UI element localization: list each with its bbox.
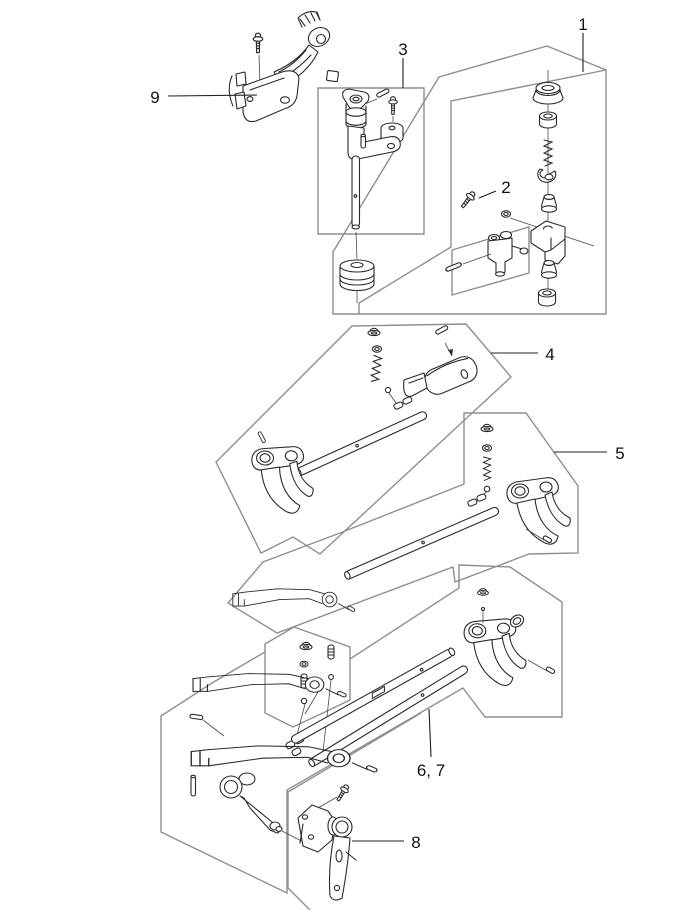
group-4-fork-rod bbox=[248, 325, 480, 514]
pin-icon bbox=[191, 775, 196, 796]
cap-nut-icon bbox=[300, 642, 312, 649]
shift-bracket-lever bbox=[191, 746, 378, 773]
detent-ball-icon bbox=[329, 675, 334, 680]
fence-group-3 bbox=[318, 88, 424, 234]
spring-icon bbox=[483, 457, 490, 480]
shift-pivot bbox=[445, 232, 528, 277]
shift-fork-icon bbox=[461, 617, 528, 687]
group-6-7-shift-shafts bbox=[190, 589, 556, 849]
pin-icon bbox=[445, 262, 462, 272]
pin-icon bbox=[435, 325, 448, 335]
screw-icon bbox=[389, 97, 398, 115]
cap-bolt-icon bbox=[368, 328, 380, 335]
washer-icon bbox=[300, 661, 308, 667]
shift-bracket-lever bbox=[233, 589, 355, 612]
pin-icon bbox=[258, 431, 266, 443]
callout-label-8: 8 bbox=[411, 833, 421, 852]
washer-icon bbox=[502, 211, 511, 217]
boot-seat bbox=[533, 83, 563, 105]
detent-ball-icon bbox=[385, 387, 390, 392]
callout-label-2: 2 bbox=[501, 178, 511, 197]
lever-foot-plate bbox=[243, 71, 299, 122]
cap-nut-icon bbox=[478, 589, 489, 596]
screw-icon bbox=[459, 190, 478, 210]
screw-icon bbox=[334, 783, 351, 802]
shift-fork-icon bbox=[507, 478, 570, 545]
shaft-grommet bbox=[340, 260, 374, 291]
nut-icon bbox=[326, 70, 338, 81]
bushing-icon bbox=[540, 112, 557, 128]
bushing-icon bbox=[539, 289, 556, 306]
yoke-lever bbox=[328, 817, 356, 900]
shift-hook bbox=[404, 373, 427, 396]
callout-label-5: 5 bbox=[615, 444, 625, 463]
spring-icon bbox=[370, 355, 382, 382]
shift-bracket-lever bbox=[193, 674, 347, 698]
cap-nut-icon bbox=[481, 424, 493, 431]
bushing-icon bbox=[542, 195, 557, 213]
pin-icon bbox=[190, 714, 203, 720]
callout-leader-2 bbox=[479, 191, 496, 198]
group-8-yoke-lever bbox=[298, 783, 356, 900]
callout-label-9: 9 bbox=[150, 88, 160, 107]
callout-label-3: 3 bbox=[398, 40, 408, 59]
washer-icon bbox=[483, 445, 492, 451]
washer-icon bbox=[373, 346, 382, 352]
screw-icon bbox=[253, 33, 262, 52]
lever-shaft bbox=[352, 156, 360, 229]
callout-leader-6-7 bbox=[429, 709, 431, 757]
group-5-fork-rod bbox=[344, 424, 571, 580]
detent-bracket bbox=[531, 221, 565, 264]
shift-rod bbox=[344, 506, 500, 580]
detent-ball-icon bbox=[301, 698, 306, 703]
bushing-icon bbox=[542, 261, 557, 279]
clip-icon bbox=[538, 169, 556, 182]
fence-group-1-inner-fold bbox=[359, 70, 606, 314]
spring-pin-icon bbox=[328, 645, 334, 659]
group-3-shift-lever-shaft bbox=[340, 88, 403, 303]
group-9-control-lever bbox=[229, 12, 338, 122]
shift-fork-icon bbox=[248, 444, 316, 515]
callout-label-1: 1 bbox=[578, 15, 588, 34]
callout-label-6-7: 6, 7 bbox=[416, 761, 446, 780]
callout-label-4: 4 bbox=[545, 345, 555, 364]
lever-boss bbox=[298, 12, 333, 51]
pin-icon bbox=[376, 88, 389, 97]
detent-ball-icon bbox=[484, 486, 490, 492]
shift-rod bbox=[295, 410, 428, 477]
shift-head bbox=[421, 353, 481, 398]
